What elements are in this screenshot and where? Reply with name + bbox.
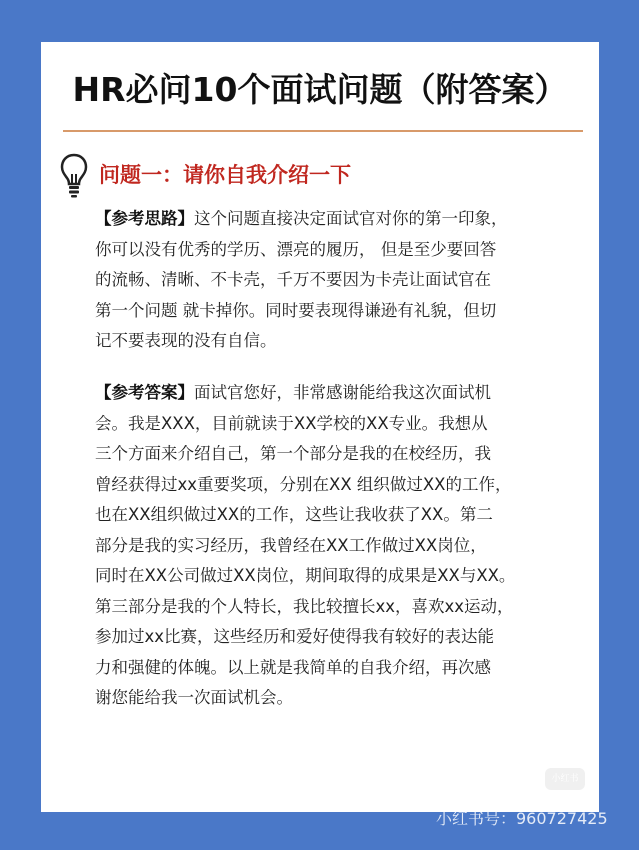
watermark-text: 小红书号：960727425 — [436, 809, 608, 828]
thinking-line-1: 你可以没有优秀的学历、漂亮的履历， 但是至少要回答 — [95, 239, 497, 259]
answer-line-10: 谢您能给我一次面试机会。 — [95, 688, 293, 707]
answer-line-3: 曾经获得过xx重要奖项，分别在XX 组织做过XX的工作， — [95, 474, 512, 494]
question-heading: 问题一：请你自我介绍一下 — [99, 163, 351, 187]
reference-answer — [95, 378, 595, 714]
thinking-line-0-text: 这个问题直接决定面试官对你的第一印象， — [194, 209, 508, 228]
thinking-line-4: 记不要表现的没有自信。 — [95, 331, 277, 350]
lightbulb-icon — [59, 152, 89, 198]
content-card — [41, 42, 599, 812]
answer-line-2: 三个方面来介绍自己，第一个部分是我的在校经历，我 — [95, 444, 491, 463]
page-title: HR必问10个面试问题（附答案） — [72, 70, 568, 109]
thinking-line-2: 的流畅、清晰、不卡壳，千万不要因为卡壳让面试官在 — [95, 270, 491, 289]
thinking-tag: 【参考思路】 — [95, 209, 194, 228]
answer-line-8: 参加过xx比赛，这些经历和爱好使得我有较好的表达能 — [95, 627, 495, 646]
answer-line-1: 会。我是XXX，目前就读于XX学校的XX专业。我想从 — [95, 413, 488, 433]
answer-tag: 【参考答案】 — [95, 383, 194, 402]
answer-line-9: 力和强健的体魄。以上就是我简单的自我介绍，再次感 — [95, 657, 491, 677]
answer-line-5: 部分是我的实习经历，我曾经在XX工作做过XX岗位， — [95, 535, 487, 555]
answer-line-4: 也在XX组织做过XX的工作，这些让我收获了XX。第二 — [95, 505, 493, 524]
answer-line-6: 同时在XX公司做过XX岗位，期间取得的成果是XX与XX。 — [95, 566, 516, 585]
divider — [63, 130, 583, 132]
reference-thinking — [95, 204, 595, 357]
answer-line-0-text: 面试官您好，非常感谢能给我这次面试机 — [194, 383, 491, 402]
thinking-line-0 — [95, 204, 595, 235]
watermark-logo: 小红书 — [545, 768, 585, 790]
thinking-line-3: 第一个问题 就卡掉你。同时要表现得谦逊有礼貌，但切 — [95, 300, 497, 320]
answer-line-0 — [95, 378, 595, 409]
answer-line-7: 第三部分是我的个人特长，我比较擅长xx，喜欢xx运动， — [95, 596, 514, 616]
